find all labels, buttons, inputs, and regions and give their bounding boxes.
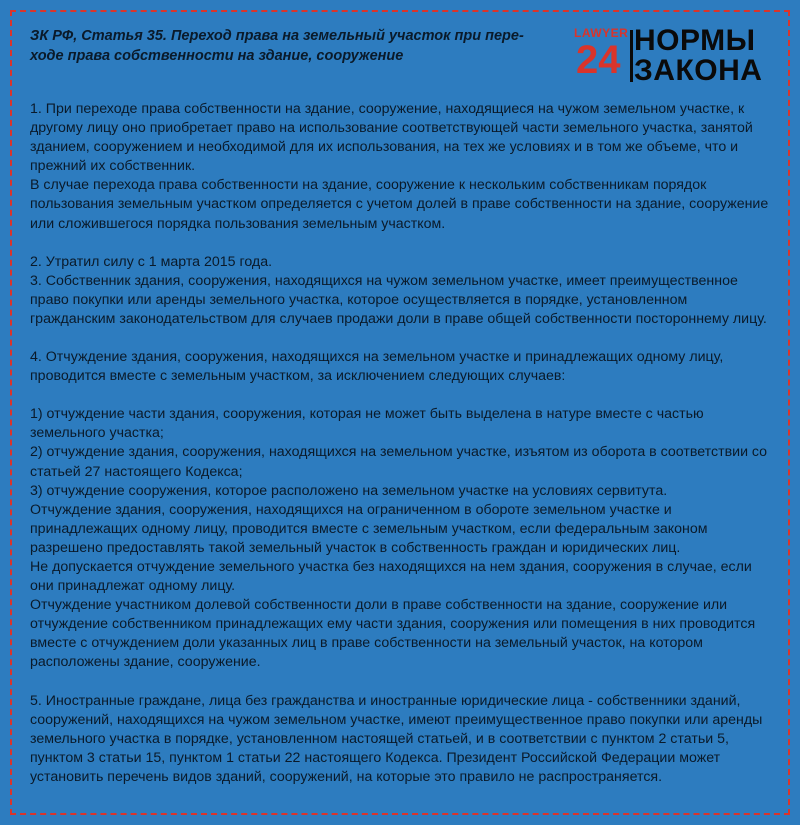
paragraph-3: 3. Собственник здания, сооружения, находящихся на чужом земельном участке, имеет преимущественное право покупки или аренды земельного участка, которое осуществляется в порядке, установленном гражданским законодательством для случаев продажи доли в праве общей собственности постороннему лицу. <box>30 272 767 327</box>
paragraph-4: 4. Отчуждение здания, сооружения, находящихся на земельном участке и принадлежащих одному лицу, проводится вместе с земельным участком, за исключением следующих случаев: <box>30 349 724 385</box>
logo-divider <box>630 30 633 82</box>
paragraph-4-item-2: 2) отчуждение здания, сооружения, находящихся на земельном участке, изъятом из оборота в соответствии со статьей 27 настоящего Кодекса; <box>30 444 768 480</box>
paragraph-4-note-3: Отчуждение участником долевой собственности доли в праве собственности на здание, сооружение или отчуждение собственником принадлежащих ему части здания, сооружения или помещения в них проводится вместе с отчуждением доли указанных лиц в праве собственности на земельный участок, на котором расположены здание, сооружение. <box>30 597 756 671</box>
lawyer24-logo <box>574 26 774 86</box>
title-line-2: ходе права собственности на здание, сооружение <box>30 48 404 64</box>
paragraph-4-note-1: Отчуждение здания, сооружения, находящихся на ограниченном в обороте земельном участке и принадлежащих одному лицу, проводится вместе с земельным участком, если федеральным законом разрешено предоставлять такой земельный участок в собственность граждан и юридических лиц. <box>30 501 708 556</box>
paragraph-1b: В случае перехода права собственности на здание, сооружение к нескольким собственникам порядок пользования земельным участком определяется с учетом долей в праве собственности на здание, сооружение или сложившегося порядка пользования земельным участком. <box>30 177 769 232</box>
logo-number: 24 <box>576 38 621 82</box>
paragraph-2: 2. Утратил силу с 1 марта 2015 года. <box>30 253 273 270</box>
paragraph-4-item-3: 3) отчуждение сооружения, которое расположено на земельном участке на условиях сервитута. <box>30 482 668 499</box>
paragraph-4-item-1: 1) отчуждение части здания, сооружения, которая не может быть выделена в натуре вместе с частью земельного участка; <box>30 406 704 442</box>
article-body <box>30 100 772 787</box>
paragraph-1a: 1. При переходе права собственности на здание, сооружение, находящиеся на чужом земельном участке, к другому лицу оно приобретает право на использование соответствующей части земельного участка, занятой зданием, сооружением и необходимой для их использования, на тех же условиях и в том же объеме, что и прежний их собственник. <box>30 101 753 175</box>
logo-lawyer-text: LAWYER <box>574 26 629 40</box>
title-line-1: ЗК РФ, Статья 35. Переход права на земельный участок при пере- <box>30 28 524 44</box>
paragraph-5: 5. Иностранные граждане, лица без гражданства и иностранные юридические лица - собственники зданий, сооружений, находящихся на чужом земельном участке, имеют преимущественное право покупки или аренды земельного участка в порядке, установленном настоящей статьей, и в соответствии с пунктом 2 статьи 5, пунктом 3 статьи 15, пунктом 1 статьи 22 настоящего Кодекса. Президент Российской Федерации может установить перечень видов зданий, сооружений, на которые это правило не распространяется. <box>30 692 763 785</box>
paragraph-4-note-2: Не допускается отчуждение земельного участка без находящихся на нем здания, сооружения в случае, если они принадлежат одному лицу. <box>30 558 752 595</box>
logo-line-2: ЗАКОНА <box>634 54 763 87</box>
logo-line-1: НОРМЫ <box>634 24 756 57</box>
article-title <box>30 26 530 66</box>
